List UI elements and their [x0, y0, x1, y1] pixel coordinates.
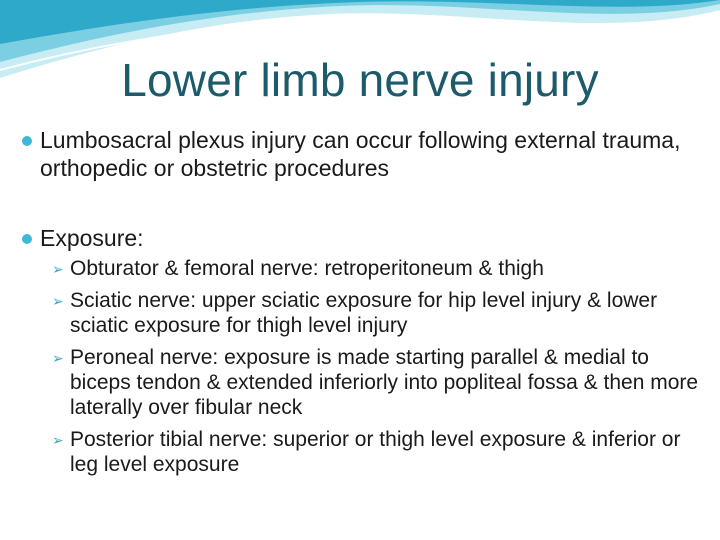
sub-bullet-text: Sciatic nerve: upper sciatic exposure for hip level injury & lower sciatic exposure for thigh level injury: [70, 289, 658, 337]
content-body: [20, 126, 710, 477]
sub-bullet-text: Peroneal nerve: exposure is made starting parallel & medial to biceps tendon & extended inferiorly into popliteal fossa & then more laterally over fibular neck: [70, 346, 699, 419]
arrowhead-bullet-icon: ➢: [52, 293, 64, 309]
slide-title: Lower limb nerve injury: [121, 54, 599, 106]
sub-bullet-item: [20, 345, 710, 420]
bullet-item: [20, 126, 710, 182]
bullet-item: [20, 224, 710, 252]
arrowhead-bullet-icon: ➢: [52, 432, 64, 448]
bullet-text: Exposure:: [40, 225, 144, 251]
bullet-text: Lumbosacral plexus injury can occur following external trauma, orthopedic or obstetric procedures: [40, 127, 681, 181]
sub-bullet-text: Posterior tibial nerve: superior or thigh level exposure & inferior or leg level exposure: [70, 428, 681, 476]
sub-bullet-item: [20, 427, 710, 477]
bullet-dot-icon: [22, 234, 32, 244]
arrowhead-bullet-icon: ➢: [52, 350, 64, 366]
arrowhead-bullet-icon: ➢: [52, 261, 64, 277]
sub-bullet-item: [20, 288, 710, 338]
sub-bullet-item: [20, 256, 710, 281]
sub-bullet-text: Obturator & femoral nerve: retroperitoneum & thigh: [70, 257, 544, 280]
bullet-dot-icon: [22, 136, 32, 146]
